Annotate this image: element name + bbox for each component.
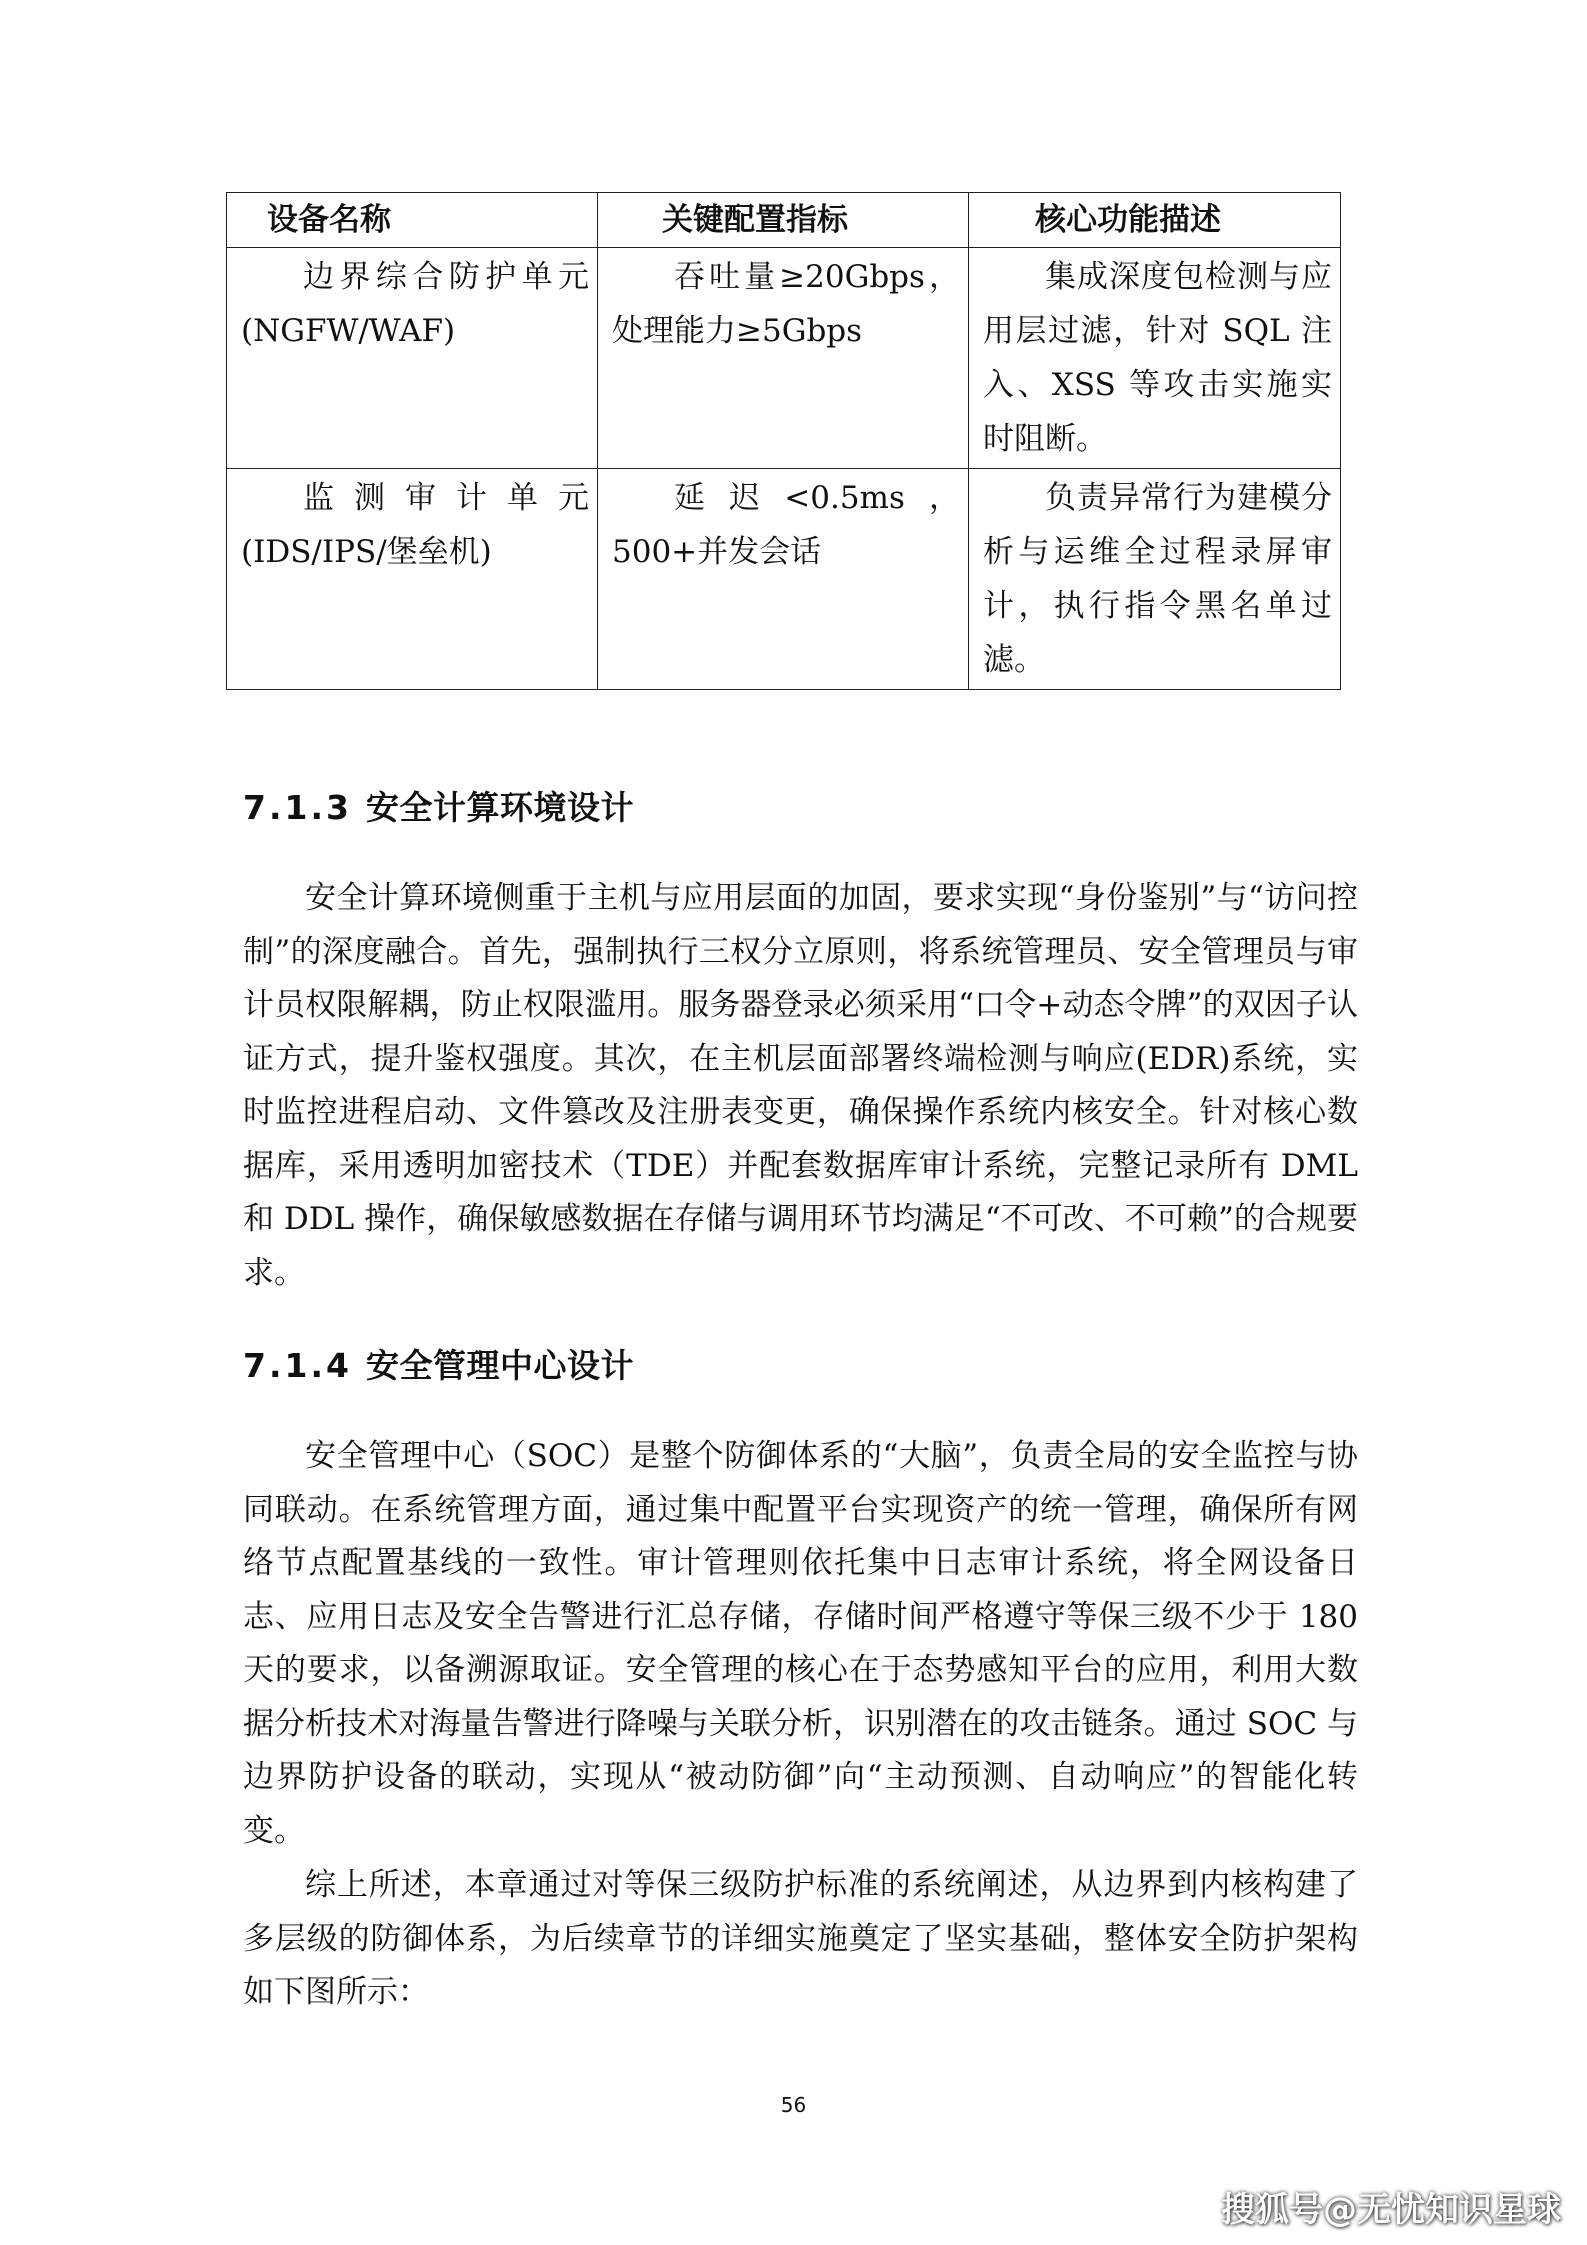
cell-device-name: 监测审计单元(IDS/IPS/堡垒机) bbox=[227, 469, 598, 690]
cell-description: 集成深度包检测与应用层过滤，针对 SQL 注入、XSS 等攻击实施实时阻断。 bbox=[969, 248, 1341, 469]
cell-device-name: 边界综合防护单元(NGFW/WAF) bbox=[227, 248, 598, 469]
section-number: 7.1.4 bbox=[243, 1346, 352, 1385]
header-key-config: 关键配置指标 bbox=[598, 193, 969, 248]
table-row bbox=[227, 248, 1341, 469]
page-number: 56 bbox=[780, 2093, 807, 2117]
cell-config: 吞吐量≥20Gbps，处理能力≥5Gbps bbox=[598, 248, 969, 469]
device-spec-table bbox=[226, 192, 1341, 690]
paragraph-summary: 综上所述，本章通过对等保三级防护标准的系统阐述，从边界到内核构建了多层级的防御体系，为后续章节的详细实施奠定了坚实基础，整体安全防护架构如下图所示： bbox=[243, 1867, 1358, 2010]
watermark: 搜狐号@无忧知识星球 bbox=[1221, 2190, 1561, 2230]
section-title: 安全管理中心设计 bbox=[365, 1346, 634, 1385]
section-heading-7-1-3 bbox=[243, 782, 634, 829]
header-device-name: 设备名称 bbox=[227, 193, 598, 248]
paragraph-management-center: 安全管理中心（SOC）是整个防御体系的“大脑”，负责全局的安全监控与协同联动。在系统管理方面，通过集中配置平台实现资产的统一管理，确保所有网络节点配置基线的一致性。审计管理则依托集中日志审计系统，将全网设备日志、应用日志及安全告警进行汇总存储，存储时间严格遵守等保三级不少于 180 天的要求，以备溯源取证。安全管理的核心在于态势感知平台的应用，利用大数据分析技术对海量告警进行降噪与关联分析，识别潜在的攻击链条。通过 SOC 与边界防护设备的联动，实现从“被动防御”向“主动预测、自动响应”的智能化转变。 bbox=[243, 1438, 1358, 1849]
table-row bbox=[227, 469, 1341, 690]
header-core-function: 核心功能描述 bbox=[969, 193, 1341, 248]
section-title: 安全计算环境设计 bbox=[365, 788, 634, 827]
section-heading-7-1-4 bbox=[243, 1340, 634, 1387]
cell-description: 负责异常行为建模分析与运维全过程录屏审计，执行指令黑名单过滤。 bbox=[969, 469, 1341, 690]
section-number: 7.1.3 bbox=[243, 788, 352, 827]
table-header-row bbox=[227, 193, 1341, 248]
paragraph-computing-environment: 安全计算环境侧重于主机与应用层面的加固，要求实现“身份鉴别”与“访问控制”的深度融合。首先，强制执行三权分立原则，将系统管理员、安全管理员与审计员权限解耦，防止权限滥用。服务器登录必须采用“口令+动态令牌”的双因子认证方式，提升鉴权强度。其次，在主机层面部署终端检测与响应(EDR)系统，实时监控进程启动、文件篡改及注册表变更，确保操作系统内核安全。针对核心数据库，采用透明加密技术（TDE）并配套数据库审计系统，完整记录所有 DML 和 DDL 操作，确保敏感数据在存储与调用环节均满足“不可改、不可赖”的合规要求。 bbox=[243, 880, 1358, 1291]
cell-config: 延迟<0.5ms，500+并发会话 bbox=[598, 469, 969, 690]
